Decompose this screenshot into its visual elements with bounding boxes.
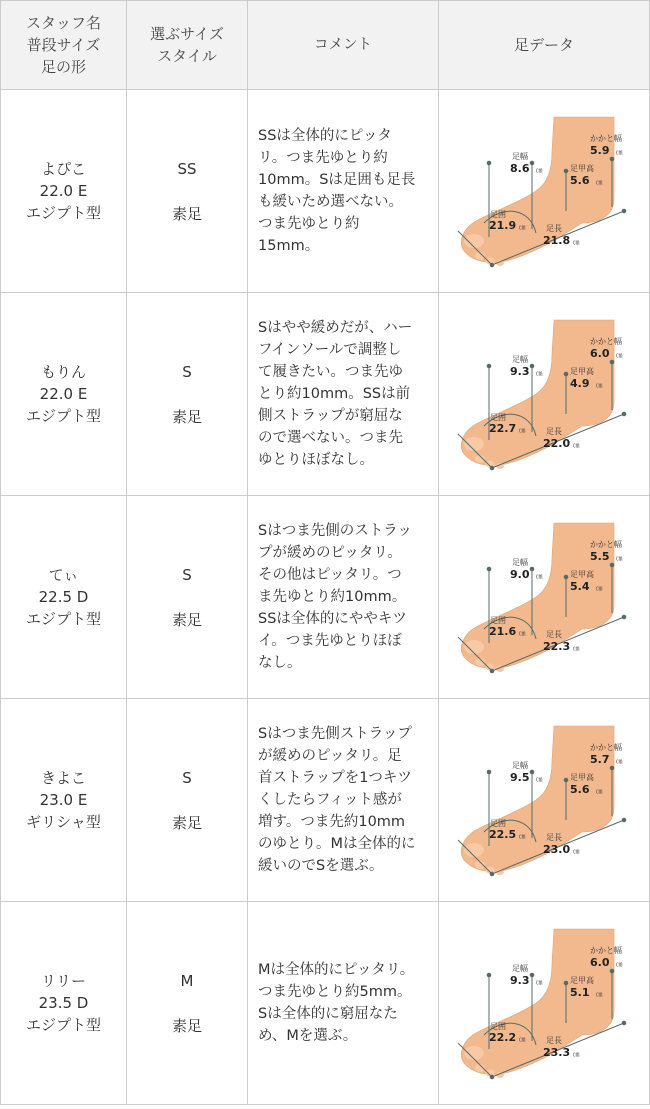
usual-size: 22.0 E <box>39 182 88 200</box>
label-length: 足長 <box>546 630 562 639</box>
value-instep: 5.6 <box>570 174 590 187</box>
label-girth: 足囲 <box>490 819 506 828</box>
unit-girth: ㎝ <box>519 426 526 434</box>
staff-name: てぃ <box>48 566 79 584</box>
foot-diagram <box>454 720 634 880</box>
comment-cell <box>248 902 439 1105</box>
label-width: 足幅 <box>512 355 528 364</box>
comment-cell <box>248 293 439 496</box>
measure-dot <box>487 161 491 165</box>
unit-heel-width: ㎝ <box>616 960 623 968</box>
table-row <box>1 496 650 699</box>
measure-dot <box>610 766 614 770</box>
measure-dot <box>610 969 614 973</box>
unit-girth: ㎝ <box>519 223 526 231</box>
unit-girth: ㎝ <box>519 832 526 840</box>
label-width: 足幅 <box>512 558 528 567</box>
label-length: 足長 <box>546 224 562 233</box>
staff-name: きよこ <box>40 769 86 787</box>
style-label: 素足 <box>171 1016 202 1035</box>
comment-text: Sはつま先側ストラップ が緩めのピッタリ。足 首ストラップを1つキツ くしたらフィット感が 増す。つま先約10mm のゆとり。Mは全体的に 緩いのでSを選ぶ。 <box>258 726 416 874</box>
value-instep: 5.6 <box>570 783 590 796</box>
value-width: 8.6 <box>510 162 530 175</box>
header-staff-line2: 普段サイズ <box>26 36 101 54</box>
usual-size: 22.5 D <box>38 588 89 606</box>
value-girth: 22.5 <box>489 828 517 841</box>
header-staff <box>1 1 127 90</box>
measure-dot <box>622 1021 626 1025</box>
big-toe <box>464 437 484 451</box>
unit-heel-width: ㎝ <box>616 757 623 765</box>
size-cell <box>127 496 248 699</box>
value-length: 21.8 <box>543 234 571 247</box>
comment-cell <box>248 699 439 902</box>
unit-length: ㎝ <box>573 847 580 855</box>
big-toe <box>464 234 484 248</box>
value-heel-width: 5.7 <box>590 753 610 766</box>
value-width: 9.3 <box>510 974 530 987</box>
unit-length: ㎝ <box>573 441 580 449</box>
label-girth: 足囲 <box>490 413 506 422</box>
header-size-line1: 選ぶサイズ <box>150 25 224 43</box>
foot-shape: エジプト型 <box>25 407 101 425</box>
measure-dot <box>530 161 534 165</box>
staff-cell <box>1 699 127 902</box>
label-girth: 足囲 <box>490 1022 506 1031</box>
label-width: 足幅 <box>512 152 528 161</box>
big-toe <box>464 1046 484 1060</box>
measure-dot <box>564 778 568 782</box>
staff-cell <box>1 90 127 293</box>
unit-heel-width: ㎝ <box>616 554 623 562</box>
unit-width: ㎝ <box>536 775 543 783</box>
foot-diagram <box>454 314 634 474</box>
header-size <box>127 1 248 90</box>
value-girth: 21.6 <box>489 625 517 638</box>
chosen-size: S <box>182 362 192 381</box>
unit-heel-width: ㎝ <box>616 351 623 359</box>
style-label: 素足 <box>171 610 202 629</box>
measure-dot <box>610 563 614 567</box>
header-row <box>1 1 650 90</box>
value-heel-width: 5.5 <box>590 550 610 563</box>
unit-instep: ㎝ <box>596 381 603 389</box>
label-instep: 足甲高 <box>570 976 594 985</box>
measure-dot <box>622 412 626 416</box>
value-girth: 22.7 <box>489 422 517 435</box>
measure-dot <box>530 567 534 571</box>
staff-name: もりん <box>40 363 86 381</box>
unit-width: ㎝ <box>536 572 543 580</box>
measure-dot <box>490 263 494 267</box>
comment-text: Mは全体的にピッタリ。 つま先ゆとり約5mm。 Sは全体的に窮屈なた め、Mを選ぶ。 <box>258 962 415 1044</box>
table-row <box>1 902 650 1105</box>
measure-dot <box>490 669 494 673</box>
value-instep: 4.9 <box>570 377 590 390</box>
foot-shape: エジプト型 <box>25 204 101 222</box>
unit-width: ㎝ <box>536 166 543 174</box>
measure-dot <box>487 364 491 368</box>
value-girth: 22.2 <box>489 1031 517 1044</box>
unit-instep: ㎝ <box>596 178 603 186</box>
size-cell <box>127 293 248 496</box>
measure-dot <box>622 818 626 822</box>
measure-dot <box>564 372 568 376</box>
value-length: 23.0 <box>543 843 571 856</box>
measure-dot <box>487 770 491 774</box>
chosen-size: S <box>182 565 192 584</box>
value-length: 22.0 <box>543 437 571 450</box>
size-cell <box>127 699 248 902</box>
style-label: 素足 <box>171 204 202 223</box>
foot-shape: ギリシャ型 <box>26 813 101 831</box>
value-length: 23.3 <box>543 1046 571 1059</box>
foot-shape: エジプト型 <box>25 1016 101 1034</box>
table-row <box>1 90 650 293</box>
unit-width: ㎝ <box>536 369 543 377</box>
unit-girth: ㎝ <box>519 1035 526 1043</box>
label-instep: 足甲高 <box>570 367 594 376</box>
unit-instep: ㎝ <box>596 787 603 795</box>
header-comment: コメント <box>248 1 439 90</box>
staff-cell <box>1 902 127 1105</box>
value-girth: 21.9 <box>489 219 517 232</box>
comment-cell <box>248 90 439 293</box>
header-foot-data: 足データ <box>439 1 650 90</box>
measure-dot <box>530 770 534 774</box>
table-body <box>1 90 650 1105</box>
label-length: 足長 <box>546 427 562 436</box>
measure-dot <box>610 157 614 161</box>
staff-cell <box>1 293 127 496</box>
unit-width: ㎝ <box>536 978 543 986</box>
label-heel-width: かかと幅 <box>590 134 622 143</box>
measure-dot <box>490 872 494 876</box>
unit-girth: ㎝ <box>519 629 526 637</box>
measure-dot <box>564 169 568 173</box>
label-heel-width: かかと幅 <box>590 540 622 549</box>
foot-data-cell <box>439 902 650 1105</box>
label-length: 足長 <box>546 1036 562 1045</box>
measure-dot <box>622 615 626 619</box>
value-heel-width: 6.0 <box>590 956 610 969</box>
measure-dot <box>490 466 494 470</box>
foot-data-cell <box>439 496 650 699</box>
measure-dot <box>530 364 534 368</box>
foot-shape: エジプト型 <box>25 610 101 628</box>
measure-dot <box>610 360 614 364</box>
foot-data-cell <box>439 699 650 902</box>
chosen-size: M <box>180 971 194 990</box>
table-row <box>1 699 650 902</box>
value-width: 9.5 <box>510 771 530 784</box>
value-heel-width: 6.0 <box>590 347 610 360</box>
usual-size: 23.5 D <box>38 994 89 1012</box>
staff-name: よぴこ <box>40 160 86 178</box>
chosen-size: SS <box>177 159 197 178</box>
measure-dot <box>564 575 568 579</box>
unit-length: ㎝ <box>573 1050 580 1058</box>
measure-dot <box>490 1075 494 1079</box>
usual-size: 22.0 E <box>39 385 88 403</box>
usual-size: 23.0 E <box>39 791 88 809</box>
measure-dot <box>487 973 491 977</box>
size-cell <box>127 90 248 293</box>
comment-text: SSは全体的にピッタ リ。つま先ゆとり約 10mm。Sは足囲も足長 も緩いため選べない。 つま先ゆとり約 15mm。 <box>258 128 416 254</box>
value-heel-width: 5.9 <box>590 144 610 157</box>
label-width: 足幅 <box>512 964 528 973</box>
foot-diagram <box>454 111 634 271</box>
value-instep: 5.4 <box>570 580 590 593</box>
value-instep: 5.1 <box>570 986 590 999</box>
label-heel-width: かかと幅 <box>590 337 622 346</box>
big-toe <box>464 640 484 654</box>
comment-text: Sはやや緩めだが、ハー フインソールで調整し て履きたい。つま先ゆ とり約10mm。SSは前 側ストラップが窮屈な ので選べない。つま先 ゆとりほぼなし。 <box>258 320 413 468</box>
comment-text: Sはつま先側のストラッ プが緩めのピッタリ。 その他はピッタリ。つ ま先ゆとり約10mm。 SSは全体的にややキツ イ。つま先ゆとりほぼ なし。 <box>258 523 412 671</box>
foot-diagram <box>454 517 634 677</box>
value-width: 9.3 <box>510 365 530 378</box>
label-heel-width: かかと幅 <box>590 743 622 752</box>
measure-dot <box>622 209 626 213</box>
value-width: 9.0 <box>510 568 530 581</box>
unit-instep: ㎝ <box>596 584 603 592</box>
measure-dot <box>487 567 491 571</box>
label-instep: 足甲高 <box>570 773 594 782</box>
foot-data-cell <box>439 293 650 496</box>
chosen-size: S <box>182 768 192 787</box>
size-cell <box>127 902 248 1105</box>
unit-heel-width: ㎝ <box>616 148 623 156</box>
measure-dot <box>530 973 534 977</box>
label-girth: 足囲 <box>490 616 506 625</box>
staff-cell <box>1 496 127 699</box>
comment-cell <box>248 496 439 699</box>
label-length: 足長 <box>546 833 562 842</box>
value-length: 22.3 <box>543 640 571 653</box>
label-girth: 足囲 <box>490 210 506 219</box>
label-width: 足幅 <box>512 761 528 770</box>
style-label: 素足 <box>171 813 202 832</box>
foot-data-cell <box>439 90 650 293</box>
big-toe <box>464 843 484 857</box>
label-instep: 足甲高 <box>570 164 594 173</box>
header-staff-line1: スタッフ名 <box>25 14 101 32</box>
unit-instep: ㎝ <box>596 990 603 998</box>
header-size-line2: スタイル <box>157 47 217 65</box>
unit-length: ㎝ <box>573 644 580 652</box>
header-staff-line3: 足の形 <box>40 58 86 76</box>
measure-dot <box>564 981 568 985</box>
staff-name: リリー <box>40 972 86 990</box>
foot-diagram <box>454 923 634 1083</box>
unit-length: ㎝ <box>573 238 580 246</box>
table-row <box>1 293 650 496</box>
label-heel-width: かかと幅 <box>590 946 622 955</box>
label-instep: 足甲高 <box>570 570 594 579</box>
style-label: 素足 <box>171 407 202 426</box>
